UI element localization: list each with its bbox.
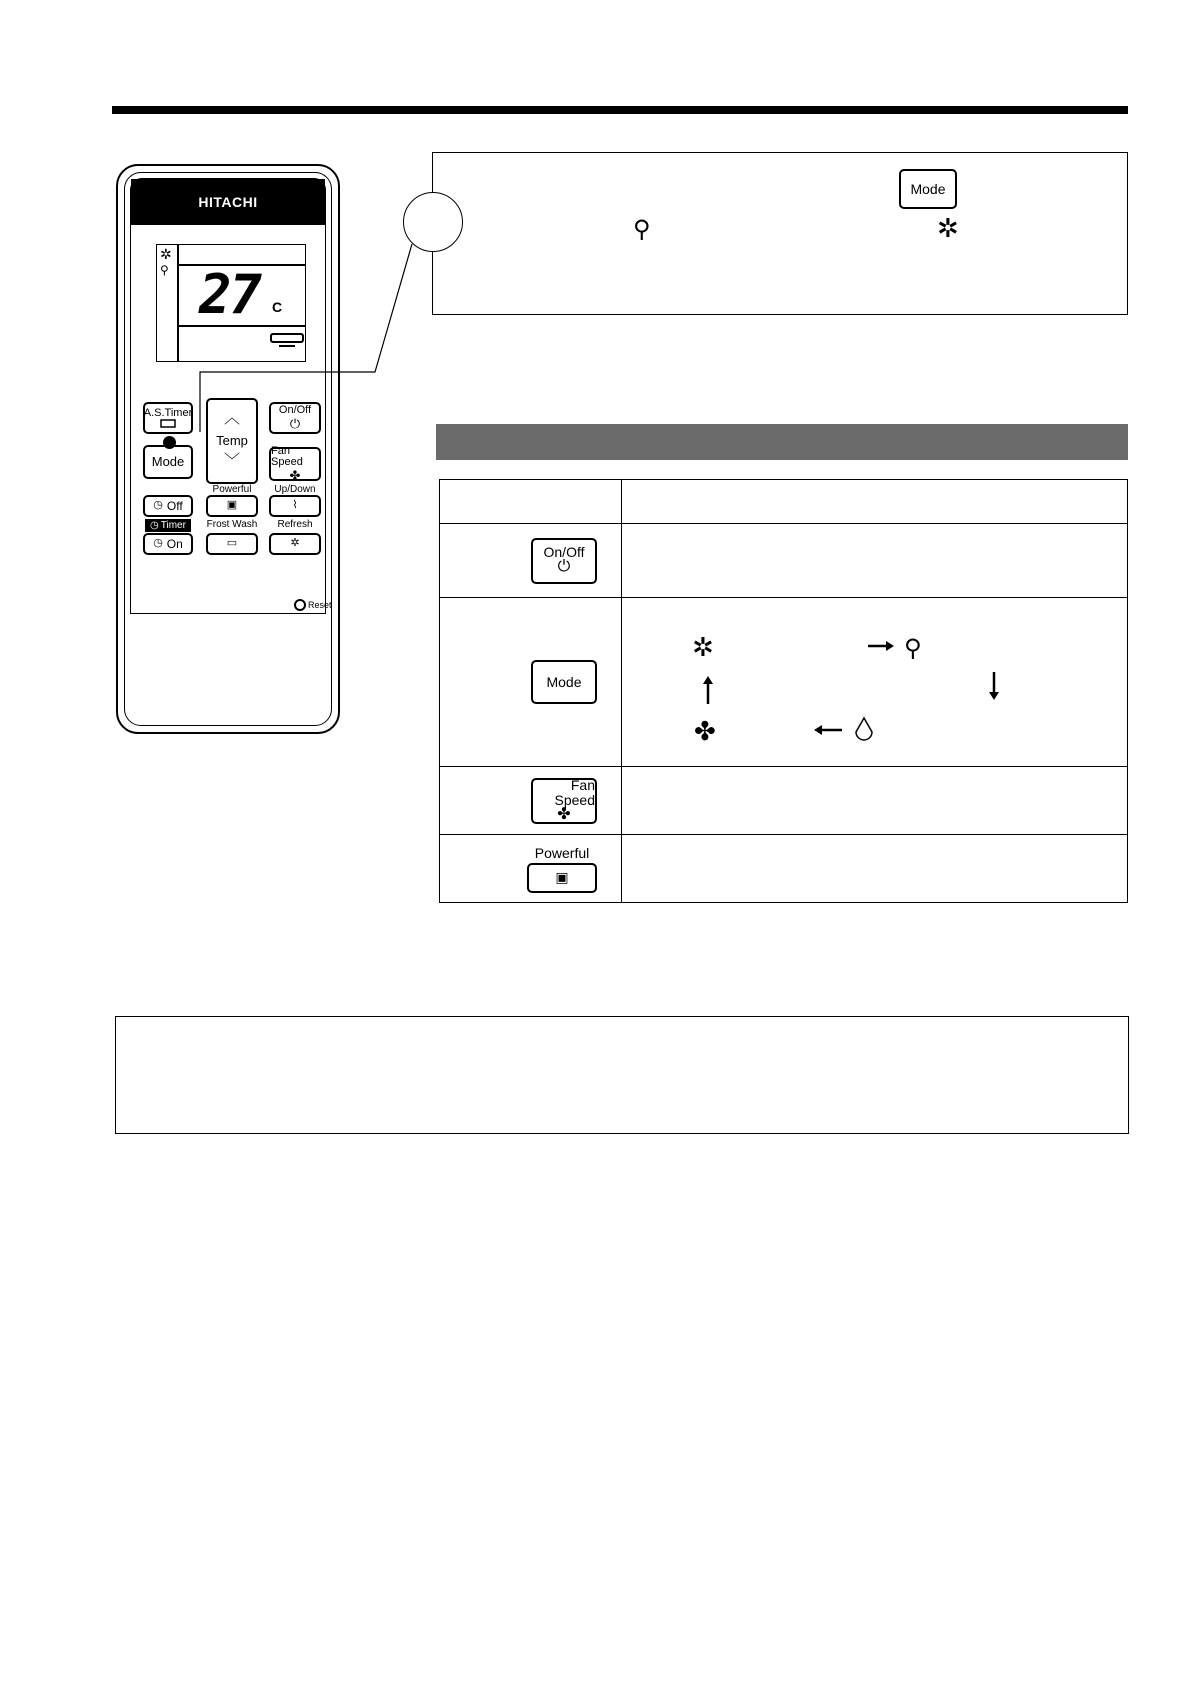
cycle-fan-icon: ✤: [694, 717, 716, 747]
lcd-temperature: 27: [199, 263, 261, 326]
table-cell: [622, 598, 1128, 767]
table-cell: [440, 767, 622, 835]
timer-label-text: Timer: [160, 520, 186, 531]
on-off-label: On/Off: [278, 404, 312, 417]
table-header-bar: [436, 424, 1128, 460]
table-cell: [622, 767, 1128, 835]
cycle-droplet-icon: [856, 718, 872, 740]
refresh-icon: ✲: [290, 537, 300, 550]
frost-wash-icon: ▭: [226, 537, 238, 550]
table-row: [440, 835, 1128, 903]
reset-label: Reset: [308, 600, 332, 610]
power-icon: ⏻: [557, 558, 571, 576]
table-cell: [440, 598, 622, 767]
mode-cycle-diagram: [622, 598, 1127, 766]
powerful-icon: ▣: [226, 499, 238, 512]
refresh-button[interactable]: [269, 533, 321, 555]
temp-down-icon[interactable]: ﹀: [223, 452, 240, 470]
table-row: [440, 524, 1128, 598]
snowflake-icon: ✲: [937, 213, 959, 243]
operations-table: [439, 479, 1128, 903]
fan-speed-button-image: [531, 778, 597, 824]
timer-on-label: On: [166, 536, 183, 551]
table-cell: [622, 835, 1128, 903]
table-cell: [440, 524, 622, 598]
powerful-icon: ▣: [555, 869, 569, 886]
on-off-button-image: [531, 538, 597, 584]
refresh-label: Refresh: [277, 519, 313, 530]
clock-icon: ◷: [153, 499, 163, 512]
frost-wash-button[interactable]: [206, 533, 258, 555]
mode-button-label: Mode: [546, 673, 582, 690]
table-cell: [622, 480, 1128, 524]
timer-off-label: Off: [166, 498, 183, 513]
lcd-dehumidify-icon: ⚲: [160, 263, 169, 277]
instruction-mode-button: [899, 169, 957, 209]
table-cell: [440, 835, 622, 903]
brand-label: HITACHI: [198, 194, 258, 210]
step-number-circle: [403, 192, 463, 252]
fan-speed-label: Fan Speed: [271, 444, 303, 469]
clock-icon: ◷: [153, 537, 163, 550]
dehumidify-icon: ⚲: [633, 216, 651, 243]
note-box: [115, 1016, 1129, 1134]
fan-icon: ✤: [289, 467, 301, 483]
table-row: [440, 767, 1128, 835]
instruction-box: [432, 152, 1128, 315]
mode-button-image: [531, 660, 597, 704]
timer-on-button[interactable]: [143, 533, 193, 555]
power-icon: ⏻: [289, 415, 301, 431]
table-row: [440, 598, 1128, 767]
cycle-dehumidify-icon: ⚲: [904, 634, 922, 662]
table-cell: [440, 480, 622, 524]
table-cell: [622, 524, 1128, 598]
louver-icon: ⌇: [292, 499, 298, 512]
temp-up-icon[interactable]: ︿: [223, 410, 240, 428]
fan-icon: ✤: [557, 806, 571, 824]
reset-icon[interactable]: [294, 599, 306, 611]
instruction-mode-label: Mode: [910, 180, 946, 197]
powerful-button-image: [527, 845, 597, 893]
on-off-button-label: On/Off: [543, 543, 585, 560]
powerful-label: Powerful: [212, 484, 252, 495]
powerful-button-label: Powerful: [534, 844, 590, 861]
timer-label: [145, 519, 191, 532]
mode-label: Mode: [151, 454, 185, 470]
temp-label: Temp: [216, 433, 248, 449]
table-row: [440, 480, 1128, 524]
lcd-snowflake-icon: ✲: [160, 246, 172, 262]
reset-control[interactable]: [294, 599, 332, 611]
lcd-unit: C: [272, 299, 283, 315]
timer-clock-icon: ◷: [150, 520, 159, 531]
frost-wash-label: Frost Wash: [206, 519, 258, 530]
cycle-snowflake-icon: ✲: [692, 633, 714, 663]
as-timer-label: A.S.Timer: [143, 406, 193, 419]
fan-speed-button-label: Fan Speed: [554, 776, 595, 808]
up-down-label: Up/Down: [274, 484, 316, 495]
powerful-button-body: [527, 863, 597, 893]
